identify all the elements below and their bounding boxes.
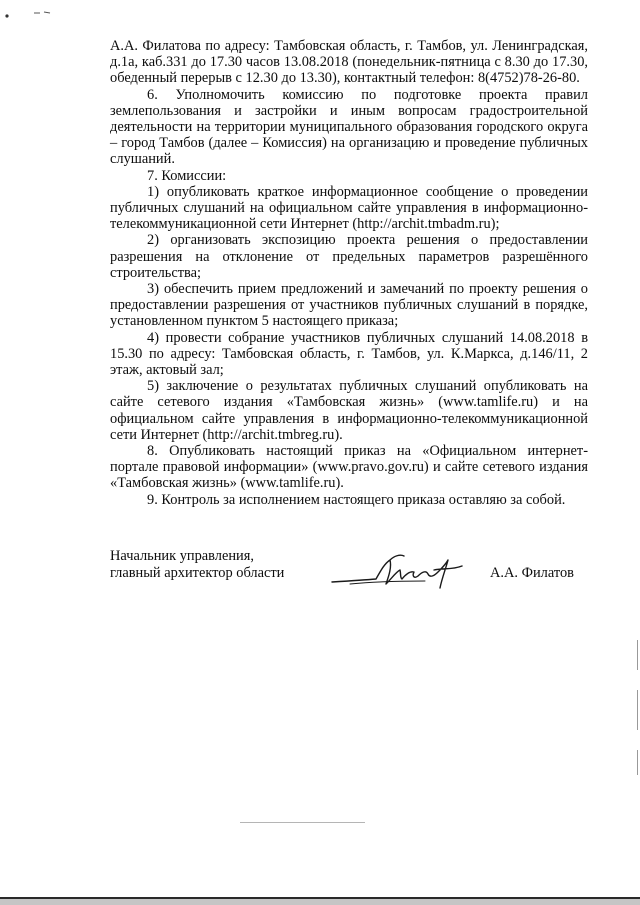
document-body [110,38,588,508]
paragraph-address-continuation: А.А. Филатова по адресу: Тамбовская область, г. Тамбов, ул. Ленинградская, д.1а, каб.331 до 17.30 часов 13.08.2018 (понедельник-пятница с 8.30 до 17.30, обеденный перерыв с 12.30 до 13.30), контактный телефон: 8(4752)78-26-80. [110,38,588,87]
paragraph-item-7-5: 5) заключение о результатах публичных слушаний опубликовать на сайте сетевого издания «Тамбовская жизнь» (www.tamlife.ru) и на официальном сайте управления в информационно-телекоммуникационной сети Интернет (http://archit.tmbreg.ru). [110,378,588,443]
signatory-name: А.А. Филатов [490,565,574,581]
paragraph-item-7-3: 3) обеспечить прием предложений и замечаний по проекту решения о предоставлении разрешения от участников публичных слушаний в порядке, установленном пунктом 5 настоящего приказа; [110,281,588,330]
signatory-position-line2: главный архитектор области [110,564,285,581]
paragraph-item-9: 9. Контроль за исполнением настоящего приказа оставляю за собой. [147,491,566,508]
scan-bottom-edge [0,893,640,905]
scan-mark [4,6,54,20]
paragraph-item-7-4: 4) провести собрание участников публичных слушаний 14.08.2018 в 15.30 по адресу: Тамбовская область, г. Тамбов, ул. К.Маркса, д.146/11, 2 этаж, актовый зал; [110,329,588,379]
paragraph-item-7-2: 2) организовать экспозицию проекта решения о предоставлении разрешения на отклонение от предельных параметров разрешённого строительства; [110,232,588,281]
paragraph-item-8: 8. Опубликовать настоящий приказ на «Официальном интернет-портале правовой информации» (www.pravo.gov.ru) и сайте сетевого издания «Тамбовская жизнь» (www.tamlife.ru). [110,443,588,492]
scan-artifact-line [240,822,365,823]
handwritten-signature [330,548,480,596]
scan-edge-marks [635,0,640,905]
paragraph-item-6: 6. Уполномочить комиссию по подготовке проекта правил землепользования и застройки и иным вопросам градостроительной деятельности на территории муниципального образования городского округа – город Тамбов (далее – Комиссия) на организацию и проведение публичных слушаний. [110,86,588,168]
paragraph-item-7-1: 1) опубликовать краткое информационное сообщение о проведении публичных слушаний на официальном сайте управления в информационно-телекоммуникационной сети Интернет (http://archit.tmbadm.ru); [110,183,588,233]
signatory-position-line1: Начальник управления, [110,548,254,564]
paragraph-item-7-heading: 7. Комиссии: [147,167,227,184]
signatory-position [110,548,284,581]
